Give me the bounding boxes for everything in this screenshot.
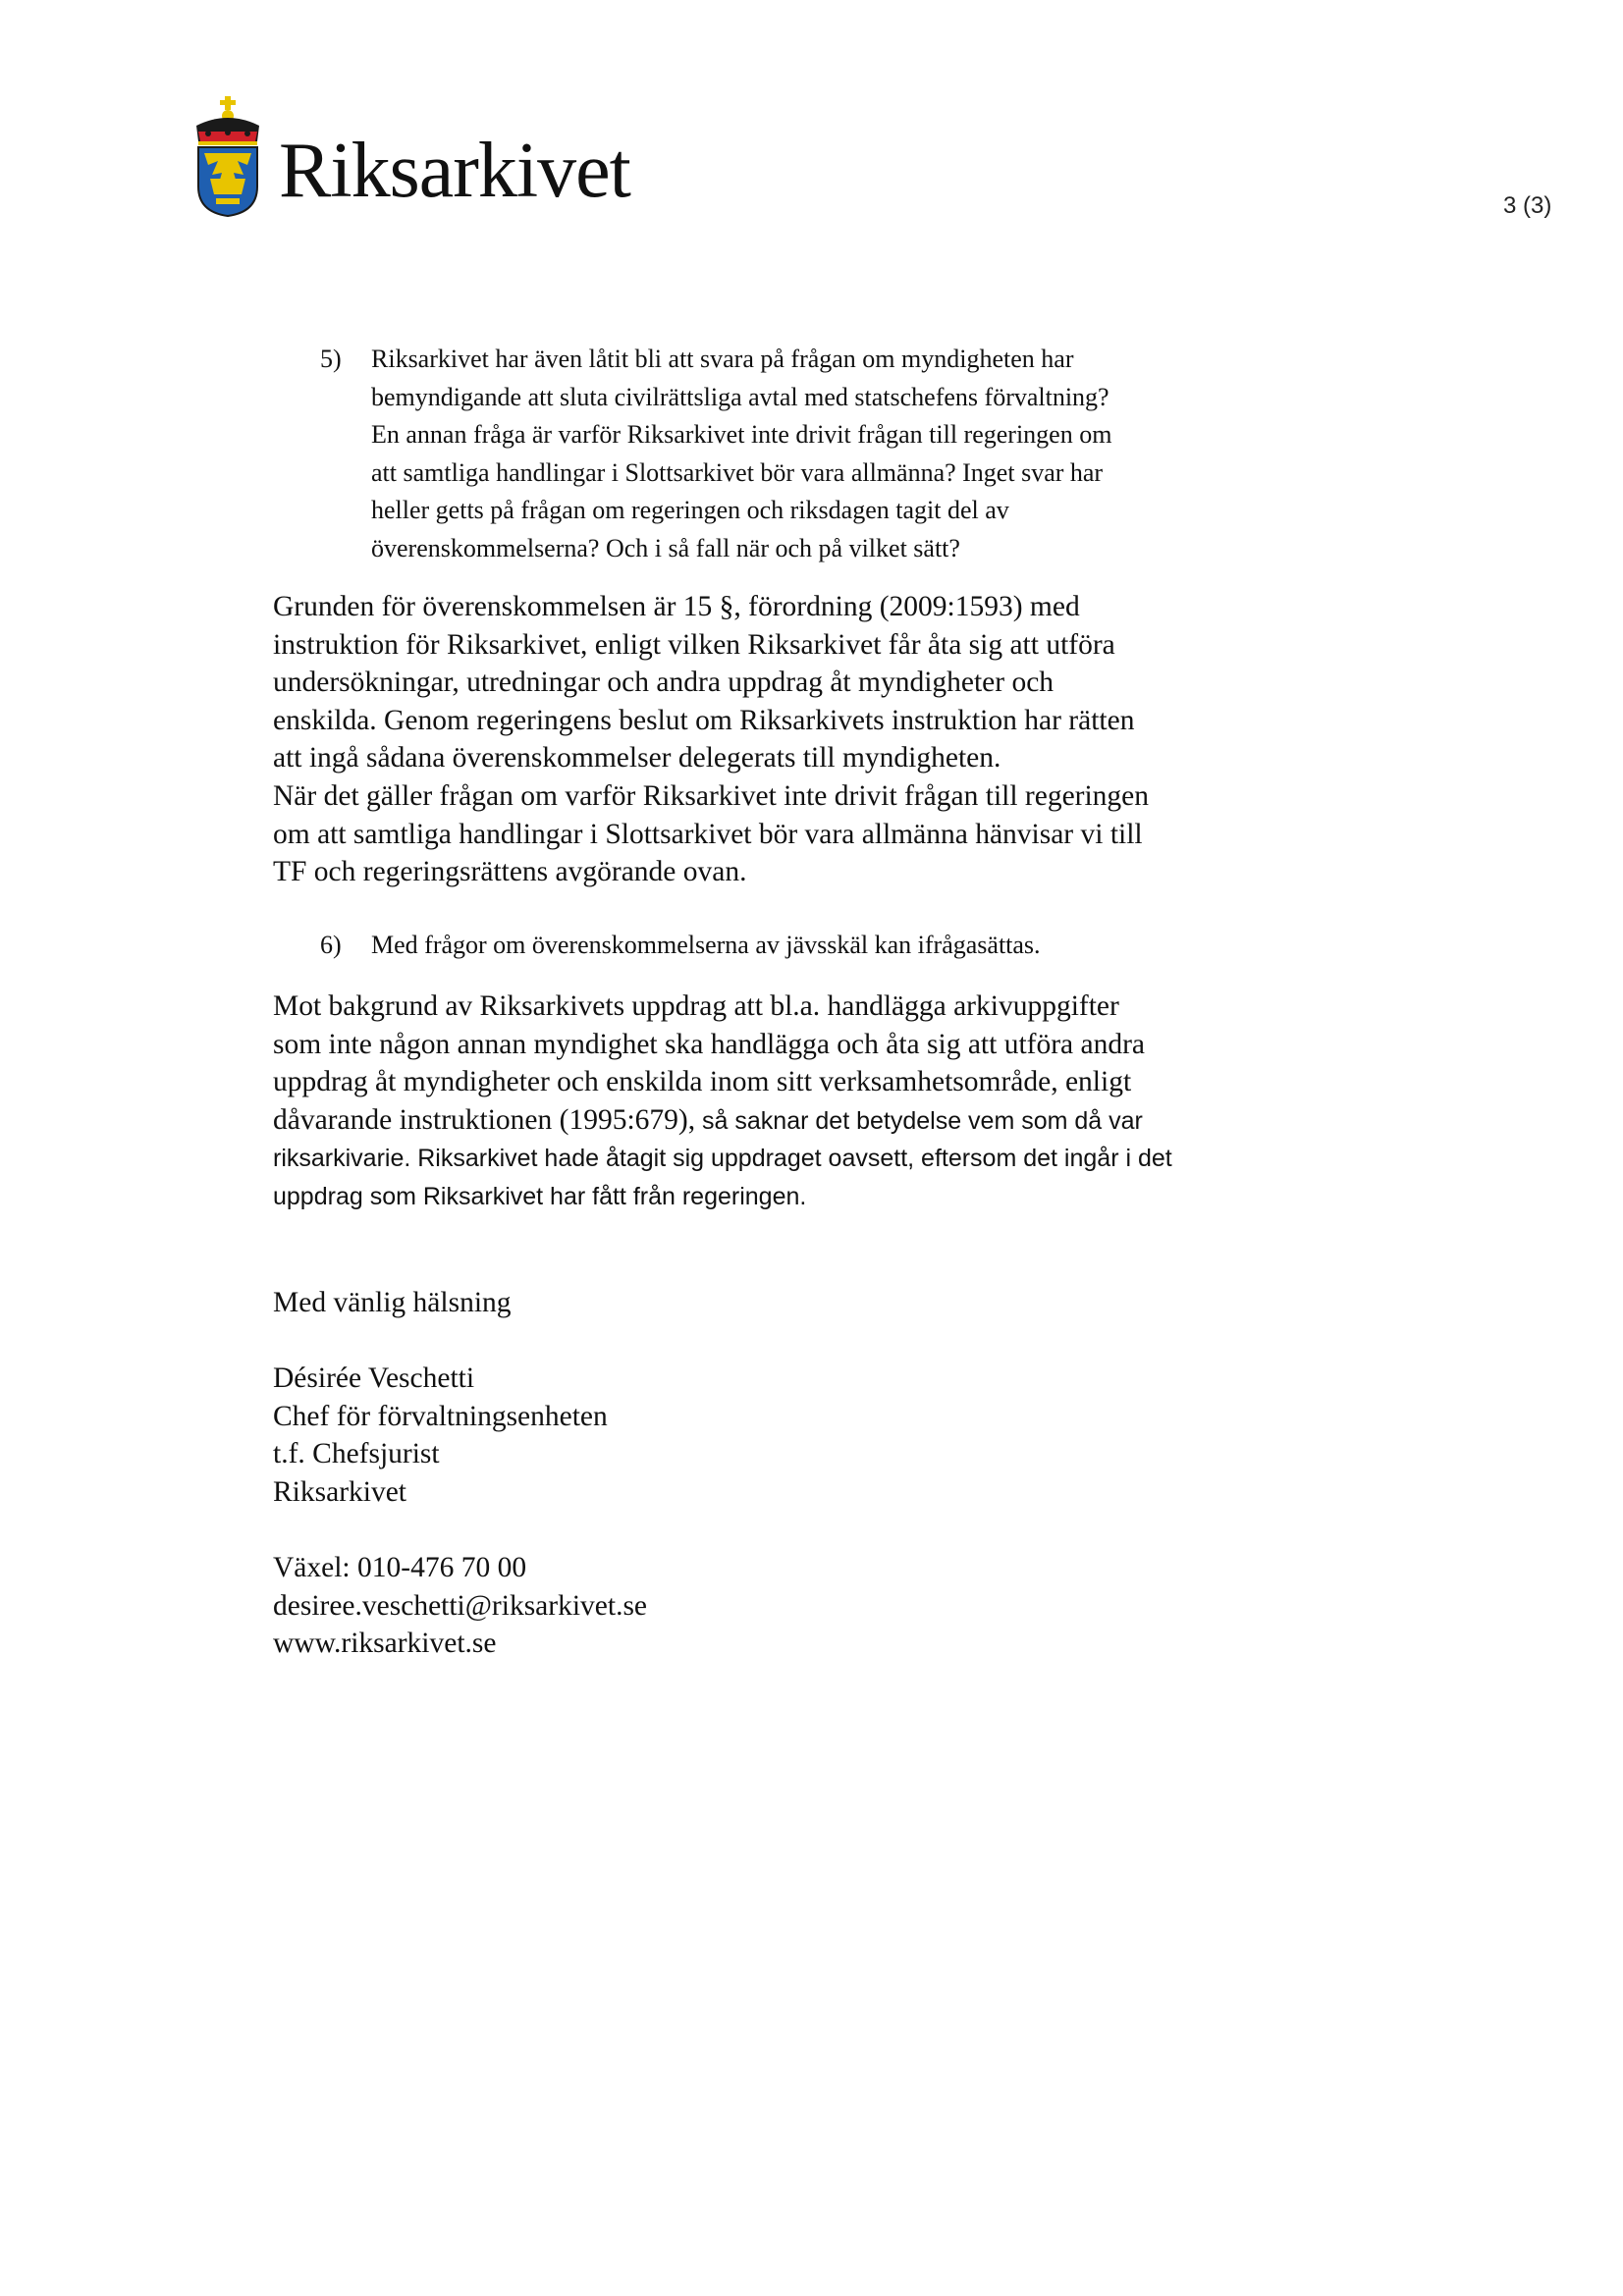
numbered-item-5 [320, 341, 1223, 567]
item-text [371, 341, 1223, 567]
text-line: uppdrag som Riksarkivet har fått från regeringen. [273, 1182, 807, 1210]
text-line-mixed [273, 1101, 1294, 1141]
text-line: instruktion för Riksarkivet, enligt vilken Riksarkivet får åta sig att utföra [273, 628, 1115, 661]
item-number: 5) [320, 345, 342, 373]
text-line: En annan fråga är varför Riksarkivet inte drivit frågan till regeringen om [371, 420, 1112, 449]
signer-role: t.f. Chefsjurist [273, 1438, 440, 1470]
text-line: undersökningar, utredningar och andra uppdrag åt myndigheter och [273, 667, 1055, 699]
text-line: enskilda. Genom regeringens beslut om Riksarkivets instruktion har rätten [273, 704, 1135, 736]
item-number: 6) [320, 931, 342, 959]
text-line: Riksarkivet har även låtit bli att svara på frågan om myndigheten har [371, 345, 1074, 373]
answer-paragraph-6 [273, 988, 1294, 1216]
text-line: Grunden för överenskommelsen är 15 §, förordning (2009:1593) med [273, 591, 1080, 622]
item-text: Med frågor om överenskommelserna av jävsskäl kan ifrågasättas. [371, 931, 1041, 959]
text-line: att ingå sådana överenskommelser delegerats till myndigheten. [273, 742, 1001, 774]
page-number: 3 (3) [1503, 192, 1552, 219]
text-line: riksarkivarie. Riksarkivet hade åtagit sig uppdraget oavsett, eftersom det ingår i det [273, 1145, 1172, 1173]
text-run-serif: dåvarande instruktionen (1995:679), [273, 1103, 696, 1136]
signer-title: Chef för förvaltningsenheten [273, 1400, 608, 1432]
greeting: Med vänlig hälsning [273, 1287, 512, 1318]
text-line: uppdrag åt myndigheter och enskilda inom sitt verksamhetsområde, enligt [273, 1066, 1132, 1098]
text-line: överenskommelserna? Och i så fall när och på vilket sätt? [371, 533, 960, 562]
email-link[interactable]: desiree.veschetti@riksarkivet.se [273, 1589, 648, 1622]
signer-organization: Riksarkivet [273, 1475, 407, 1508]
logo-wordmark: Riksarkivet [279, 128, 630, 214]
text-line: bemyndigande att sluta civilrättsliga avtal med statschefens förvaltning? [371, 382, 1109, 411]
text-line: Mot bakgrund av Riksarkivets uppdrag att bl.a. handlägga arkivuppgifter [273, 990, 1119, 1022]
text-line: om att samtliga handlingar i Slottsarkivet bör vara allmänna hänvisar vi till [273, 818, 1143, 850]
text-line: TF och regeringsrättens avgörande ovan. [273, 856, 747, 888]
phone-number: Växel: 010-476 70 00 [273, 1552, 527, 1584]
coat-of-arms-icon [192, 96, 263, 218]
riksarkivet-logo [192, 96, 630, 218]
text-line: heller getts på frågan om regeringen och riksdagen tagit del av [371, 496, 1009, 524]
text-line: som inte någon annan myndighet ska handlägga och åta sig att utföra andra [273, 1028, 1146, 1060]
signer-name: Désirée Veschetti [273, 1362, 475, 1395]
signature-block [273, 1284, 647, 1663]
website-link[interactable]: www.riksarkivet.se [273, 1628, 497, 1660]
answer-paragraph-5 [273, 588, 1294, 891]
numbered-item-6 [320, 927, 1223, 965]
text-run-sans: så saknar det betydelse vem som då var [695, 1106, 1143, 1135]
text-line: När det gäller frågan om varför Riksarkivet inte drivit frågan till regeringen [273, 779, 1150, 812]
text-line: att samtliga handlingar i Slottsarkivet bör vara allmänna? Inget svar har [371, 457, 1104, 487]
